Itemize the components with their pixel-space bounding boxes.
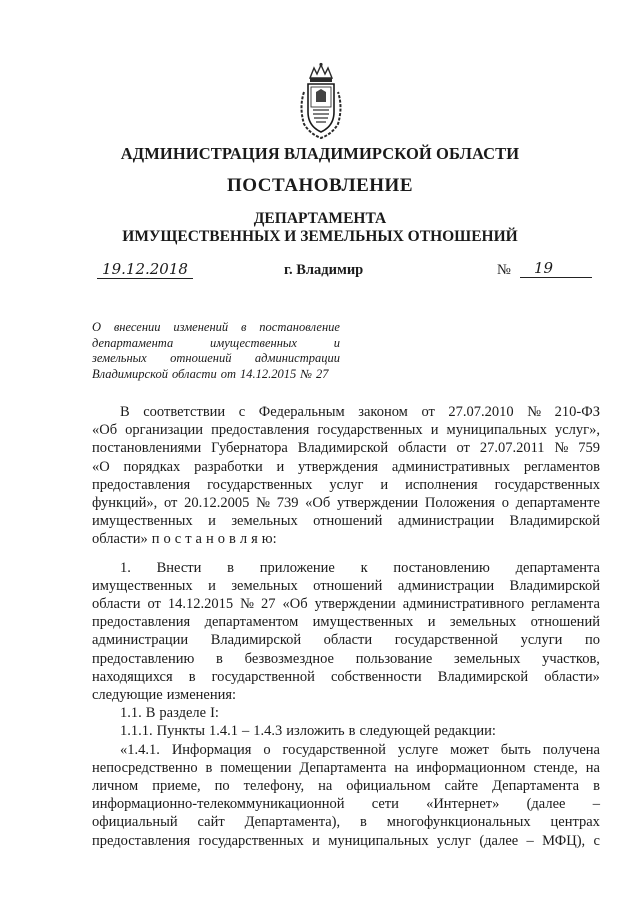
paragraph-line: имущественных и земельных отношений администрации Владимирской xyxy=(92,577,600,594)
paragraph-line: имущественных и земельных отношений администрации Владимирской xyxy=(92,513,600,530)
document-date: 19.12.2018 xyxy=(97,260,193,279)
document-body xyxy=(92,403,600,850)
paragraph-line: «О порядках разработки и утверждения административных регламентов xyxy=(92,458,600,475)
paragraph-line: области от 14.12.2015 № 27 «Об утверждении административного регламента xyxy=(92,596,600,613)
paragraph-line: «1.4.1. Информация о государственной услуге может быть получена xyxy=(120,741,600,758)
department-line-1: ДЕПАРТАМЕНТА xyxy=(253,210,387,227)
document-subject xyxy=(92,320,340,382)
paragraph-line: области» п о с т а н о в л я ю: xyxy=(92,531,277,548)
paragraph-line: администрации Владимирской области государственной услуги по xyxy=(92,632,600,649)
paragraph-line: постановлениями Губернатора Владимирской области от 27.07.2011 № 759 xyxy=(92,440,600,457)
coat-of-arms-emblem xyxy=(296,62,346,142)
paragraph-line: функций», от 20.12.2005 № 739 «Об утверждении Положения о департаменте xyxy=(92,495,600,512)
paragraph-line: предоставления департаментом имущественных и земельных отношений xyxy=(92,614,600,631)
paragraph-line: «Об организации предоставления государственных и муниципальных услуг», xyxy=(92,422,600,439)
subject-line: Владимирской области от 14.12.2015 № 27 xyxy=(92,366,329,381)
paragraph-line: В соответствии с Федеральным законом от 27.07.2010 № 210-ФЗ xyxy=(120,404,600,420)
number-label: № xyxy=(497,262,511,278)
paragraph-line: информационно-телекоммуникационной сети «Интернет» (далее – xyxy=(92,796,600,813)
paragraph-line: официальный сайт Департамента), в многофункциональных центрах xyxy=(92,814,600,831)
document-type: ПОСТАНОВЛЕНИЕ xyxy=(226,175,414,196)
subject-line: О внесении изменений в постановление xyxy=(92,320,340,334)
paragraph-line: личном приеме, по телефону, на официальном сайте Департамента в xyxy=(92,778,600,795)
paragraph-line: предоставления государственных услуг и исполнения государственных xyxy=(92,476,600,493)
paragraph-line: 1. Внести в приложение к постановлению департамента xyxy=(120,559,600,576)
paragraph-line: непосредственно в помещении Департамента на информационном стенде, на xyxy=(92,759,600,776)
paragraph-line: 1.1.1. Пункты 1.4.1 – 1.4.3 изложить в следующей редакции: xyxy=(120,723,496,740)
paragraph-line: предоставлению в безвозмездное пользование земельных участков, xyxy=(92,650,600,667)
document-city: г. Владимир xyxy=(284,262,364,278)
paragraph-line: находящихся в государственной собственности Владимирской области» xyxy=(92,668,600,685)
paragraph-line: 1.1. В разделе I: xyxy=(120,705,219,722)
paragraph-line: предоставления государственных и муниципальных услуг (далее – МФЦ), с xyxy=(92,832,600,849)
department-line-2: ИМУЩЕСТВЕННЫХ И ЗЕМЕЛЬНЫХ ОТНОШЕНИЙ xyxy=(122,228,518,245)
subject-line: департамента имущественных и xyxy=(92,335,340,350)
paragraph-line: следующие изменения: xyxy=(92,687,237,704)
organization-title: АДМИНИСТРАЦИЯ ВЛАДИМИРСКОЙ ОБЛАСТИ xyxy=(120,144,520,163)
subject-line: земельных отношений администрации xyxy=(92,351,340,365)
document-number: 19 xyxy=(520,259,592,278)
